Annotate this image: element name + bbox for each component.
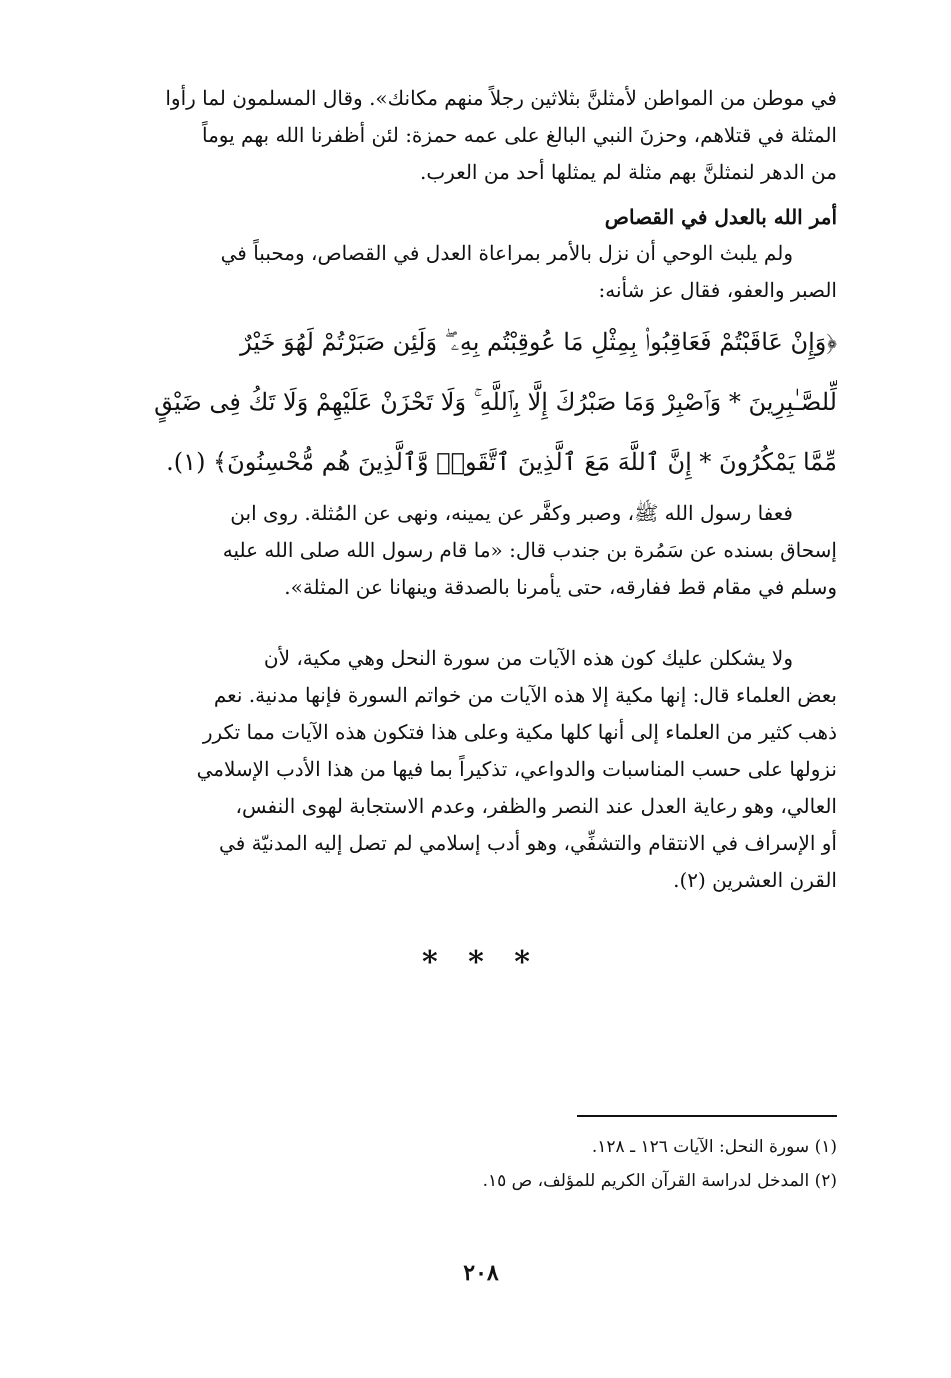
paragraph-intro: [125, 80, 837, 191]
paragraph-revelation: [125, 235, 837, 309]
text-line: أو الإسراف في الانتقام والتشفِّي، وهو أدب إسلامي لم تصل إليه المدنيّة في: [219, 831, 837, 855]
footnote-rule: [577, 1115, 837, 1117]
paragraph-gap: [125, 606, 837, 640]
paragraph-explanation: [125, 640, 837, 899]
text-line: ولم يلبث الوحي أن نزل بالأمر بمراعاة العدل في القصاص، ومحبباً في: [220, 241, 793, 265]
section-separator: * * *: [422, 945, 540, 980]
text-line: ولا يشكلن عليك كون هذه الآيات من سورة النحل وهي مكية، لأن: [263, 646, 793, 670]
footnote-1: (١) سورة النحل: الآيات ١٢٦ ـ ١٢٨.: [591, 1137, 837, 1157]
text-line: ذهب كثير من العلماء إلى أنها كلها مكية وعلى هذا فتكون هذه الآيات مما تكرر: [202, 720, 837, 744]
page-number: ٢٠٨: [463, 1260, 499, 1286]
quran-line: مِّمَّا يَمْكُرُونَ * إِنَّ ٱللَّهَ مَعَ ٱلَّذِينَ ٱتَّقَوا۟ وَّٱلَّذِينَ هُم مُّحْسِنُونَ﴾ (١).: [166, 448, 837, 476]
text-line: بعض العلماء قال: إنها مكية إلا هذه الآيات من خواتم السورة فإنها مدنية. نعم: [213, 683, 837, 707]
text-line: الصبر والعفو، فقال عز شأنه:: [598, 278, 837, 302]
text-line: في موطن من المواطن لأمثلنَّ بثلاثين رجلاً منهم مكانك». وقال المسلمون لما رأوا: [165, 86, 837, 110]
text-line: المثلة في قتلاهم، وحزنَ النبي البالغ على عمه حمزة: لئن أظفرنا الله بهم يوماً: [201, 123, 837, 147]
book-page: [125, 80, 837, 1310]
text-line: إسحاق بسنده عن سَمُرة بن جندب قال: «ما قام رسول الله صلى الله عليه: [222, 538, 837, 562]
text-line: القرن العشرين (٢).: [673, 868, 837, 892]
quran-line: ﴿وَإِنْ عَاقَبْتُمْ فَعَاقِبُوا۟ بِمِثْلِ مَا عُوقِبْتُم بِهِۦ ۖ وَلَئِن صَبَرْتُمْ لَهُوَ خَيْرٌ: [240, 328, 837, 356]
text-line: فعفا رسول الله ﷺ، وصبر وكفَّر عن يمينه، ونهى عن المُثلة. روى ابن: [230, 501, 793, 525]
quran-verse-block: [125, 315, 837, 489]
text-line: العالي، وهو رعاية العدل عند النصر والظفر، وعدم الاستجابة لهوى النفس،: [235, 794, 837, 818]
text-line: نزولها على حسب المناسبات والدواعي، تذكيراً بما فيها من هذا الأدب الإسلامي: [196, 757, 837, 781]
text-line: من الدهر لنمثلنَّ بهم مثلة لم يمثلها أحد من العرب.: [419, 160, 837, 184]
quran-line: لِّلصَّـٰبِرِينَ * وَٱصْبِرْ وَمَا صَبْرُكَ إِلَّا بِٱللَّهِ ۚ وَلَا تَحْزَنْ عَلَيْهِمْ وَلَا تَكُ فِى ضَيْقٍ: [154, 388, 837, 416]
footnotes: [125, 1130, 837, 1198]
footnote-2: (٢) المدخل لدراسة القرآن الكريم للمؤلف، ص ١٥.: [482, 1171, 837, 1191]
paragraph-forgiveness: [125, 495, 837, 606]
section-heading: أمر الله بالعدل في القصاص: [604, 205, 837, 229]
text-line: وسلم في مقام قط ففارقه، حتى يأمرنا بالصدقة وينهانا عن المثلة».: [284, 575, 837, 599]
